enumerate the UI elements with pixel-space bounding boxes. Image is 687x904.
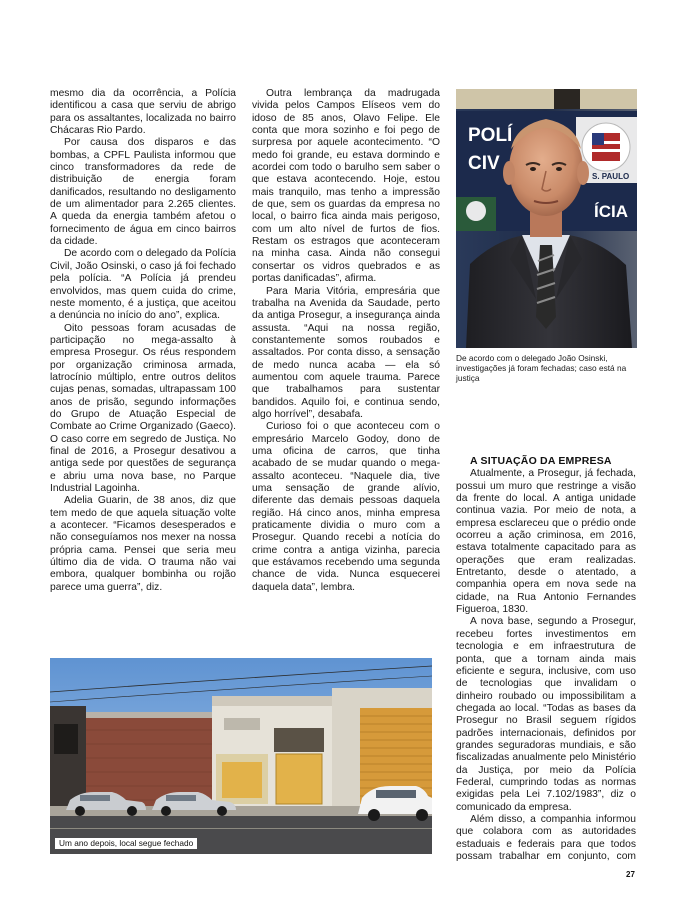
street-illustration [50,658,432,854]
paragraph: mesmo dia da ocorrência, a Polícia identificou a casa que serviu de abrigo para os assaltantes, localizada no bairro Chácaras Rio Pardo. [50,88,236,137]
paragraph: Oito pessoas foram acusadas de participação no mega-assalto à empresa Prosegur. Os réus respondem por organização criminosa armada, latrocínio múltiplo, entre outros delitos cujas penas, somadas, ultrapassam 100 anos de prisão, segundo informações do Grupo de Atuação Especial de Combate ao Crime Organizado (Gaeco). O caso corre em segredo de Justiça. No final de 2016, a Prosegur desativou a antiga sede por questões de segurança e abriu uma nova base, no Parque Industrial Lagoinha. [50,322,236,494]
banner-text-2: CIV [468,153,500,174]
portrait-caption: De acordo com o delegado João Osinski, investigações já foram fechadas; caso está na justiça [456,353,627,383]
paragraph: De acordo com o delegado da Polícia Civil, João Osinski, o caso já foi fechado pela polícia. “A Polícia já prendeu envolvidos, mas quem cuida do crime, neste momento, é a justiça, que aceitou a denúncia no início do ano”, explica. [50,248,236,322]
paragraph: Curioso foi o que aconteceu com o empresário Marcelo Godoy, dono de uma oficina de carros, que tinha acabado de se mudar quando o mega-assalto aconteceu. “Naquele dia, tive uma sensação de grande alívio, diferente das demais pessoas daquela região. Há cinco anos, minha empresa praticamente dividia o muro com a Prosegur. Quando recebi a notícia do crime contra a antiga vizinha, parecia que estávamos recebendo uma segunda chance de vida. Nunca esquecerei daquela data”, lembra. [252,421,440,593]
paragraph: Para Maria Vitória, empresária que trabalha na Avenida da Saudade, perto da antiga Prosegur, a insegurança ainda assusta. “Aqui na nossa região, constantemente somos roubados e assaltados. Por conta disso, a sensação de medo nunca acaba — ela só aumentou com aquele trauma. Parece que trabalhamos para sustentar bandidos. Aquilo foi, e continua sendo, algo horrível”, desabafa. [252,285,440,420]
article-column-2 [252,88,440,640]
delegate-portrait-photo [456,89,637,348]
paragraph [456,814,636,863]
banner-text-1: POLÍ [468,125,513,146]
article-column-1 [50,88,236,640]
paragraph-text: Além disso, a companhia informou que colabora com as autoridades estaduais e federais para que todos possam trabalhar em conjunto, com [456,813,636,862]
banner-text-3: ÍCIA [594,202,628,221]
street-photo [50,658,432,854]
article-column-3 [456,455,636,863]
paragraph: A nova base, segundo a Prosegur, recebeu fortes investimentos em tecnologia e em infraestrutura de ponta, que a tornam ainda mais eficiente e segura, inclusive, com uso de tecnologias que invalidam o dinheiro roubado ou impossibilitam a chegada ao local. “Todas as bases da Prosegur no Brasil seguem rígidos padrões internacionais, definidos por grandes seguradoras mundiais, e são fiscalizadas anualmente pelo Ministério da Justiça, por meio da Polícia Federal, cumprindo todas as normas exigidas pela Lei 7.102/1983”, diz o comunicado da empresa. [456,616,636,813]
paragraph: Atualmente, a Prosegur, já fechada, possui um muro que restringe a visão da frente do local. A antiga unidade continua vazia. Por meio de nota, a empresa esclareceu que o prédio onde ocorreu a ação criminosa, em 2016, estava totalmente capacitado para as operações que eram realizadas. Entretanto, desde o atentado, a companhia opera em nova sede na cidade, na Rua Antonio Fernandes Figueroa, 1830. [456,468,636,616]
street-photo-caption: Um ano depois, local segue fechado [55,838,197,849]
section-heading: A SITUAÇÃO DA EMPRESA [470,455,612,467]
portrait-illustration [456,89,637,348]
paragraph: Outra lembrança da madrugada vivida pelos Campos Elíseos vem do idoso de 85 anos, Olavo Felipe. Ele conta que mora sozinho e foi pego de surpresa por aquele acontecimento. “O medo foi grande, eu estava dormindo e acordei com todo o barulho sem saber o que estava acontecendo. Hoje, estou mais tranquilo, mas tenho a impressão de que, sem os guardas da empresa no local, o bairro fica ainda mais perigoso, com um alto nível de furtos de fios. Restam os estragos que aconteceram na minha casa. Ainda não consegui consertar os vidros quebrados e as portas danificadas”, afirma. [252,88,440,285]
seal-text: S. PAULO [592,172,630,181]
paragraph: Adelia Guarin, de 38 anos, diz que tem medo de que aquela situação volte a acontecer. “Ficamos desesperados e não conseguíamos nos mexer na nossa própria cama. Pensei que seria meu último dia de vida. O trauma não vai embora, qualquer bombinha ou rojão parece uma guerra”, diz. [50,495,236,593]
page-number: 27 [626,870,635,879]
paragraph: Por causa dos disparos e das bombas, a CPFL Paulista informou que cinco transformadores da rede de distribuição de energia foram danificados, resultando no desligamento de um alimentador para 2.265 clientes. A queda da energia também afetou o fornecimento de água em cinco bairros da cidade. [50,137,236,248]
